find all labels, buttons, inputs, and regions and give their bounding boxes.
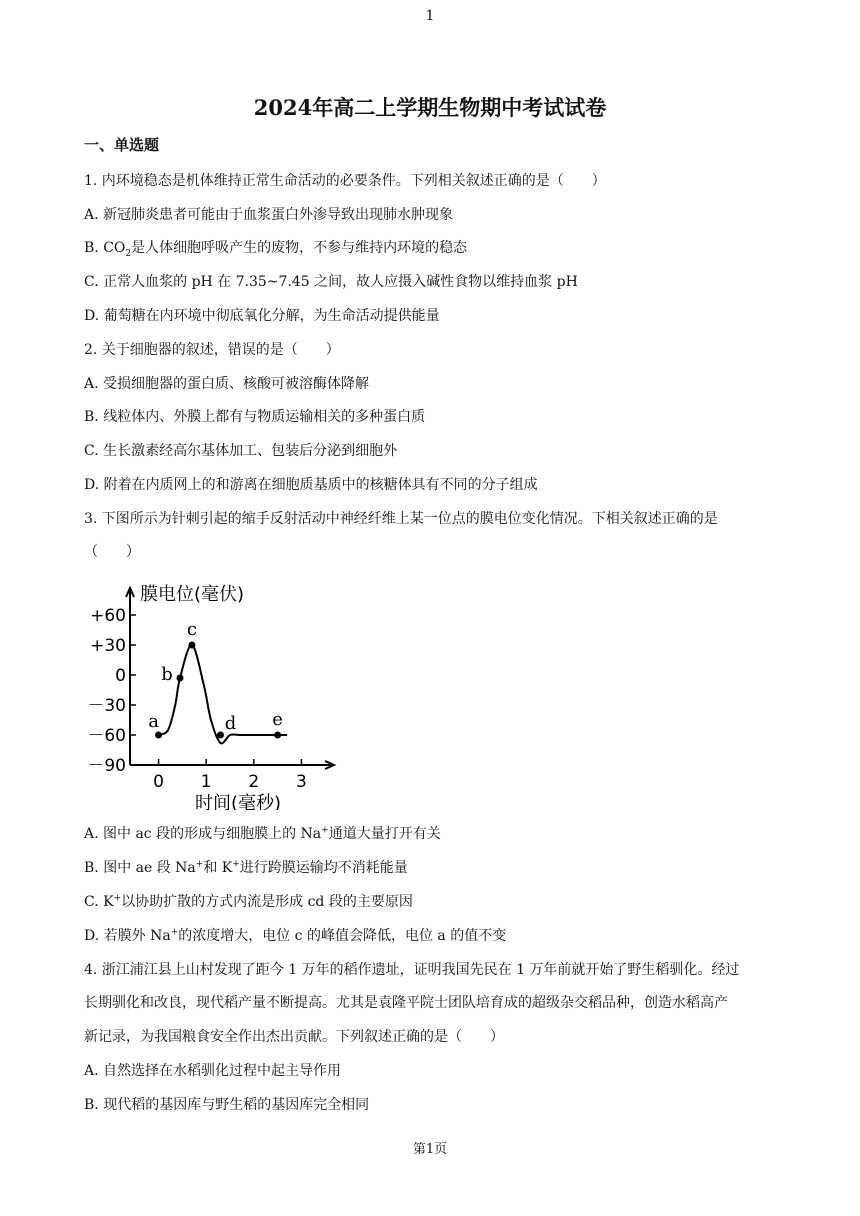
x-axis-label: 时间(毫秒) (194, 793, 282, 810)
q1-option-b: B. $CO_2$是人体细胞呼吸产生的废物，不参与维持内环境的稳态 (84, 240, 468, 259)
q2-option-c: C. 生长激素经高尔基体加工、包装后分泌到细胞外 (84, 443, 398, 459)
point-a (155, 732, 162, 739)
page-number: 1 (425, 8, 435, 24)
q1-stem: 1. 内环境稳态是机体维持正常生命活动的必要条件。下列相关叙述正确的是（ ） (84, 173, 606, 189)
q3-option-d: D. 若膜外 Na+的浓度增大，电位 c 的峰值会降低，电位 a 的值不变 (84, 927, 507, 944)
q4-stem-line2: 长期驯化和改良，现代稻产量不断提高。尤其是袁隆平院士团队培育成的超级杂交稻品种，创造水稻高产 (84, 995, 728, 1011)
q2-option-d: D. 附着在内质网上的和游离在细胞质基质中的核糖体具有不同的分子组成 (84, 477, 538, 493)
section-heading: 一、单选题 (84, 136, 160, 154)
q4-option-a: A. 自然选择在水稻驯化过程中起主导作用 (84, 1063, 342, 1079)
q3-option-b: B. 图中 ae 段 Na+和 K+进行跨膜运输均不消耗能量 (84, 859, 408, 876)
q3-stem: 3. 下图所示为针刺引起的缩手反射活动中神经纤维上某一位点的膜电位变化情况。下相关叙述正确的是 (84, 511, 718, 527)
q3-option-c: C. K+以协助扩散的方式内流是形成 cd 段的主要原因 (84, 893, 413, 910)
point-e (274, 732, 281, 739)
point-b (177, 675, 184, 682)
q1-option-d: D. 葡萄糖在内环境中彻底氧化分解，为生命活动提供能量 (84, 308, 440, 324)
y-tick-label: －90 (87, 756, 126, 776)
q2-option-b: B. 线粒体内、外膜上都有与物质运输相关的多种蛋白质 (84, 409, 426, 425)
y-tick-label: －60 (87, 726, 126, 746)
q3-option-a: A. 图中 ac 段的形成与细胞膜上的 Na+通道大量打开有关 (84, 825, 441, 842)
document-title: 2024年高二上学期生物期中考试试卷 (253, 95, 607, 120)
y-tick-label: －30 (87, 696, 126, 716)
y-tick-label: +30 (90, 636, 126, 656)
q3-stem-continuation: （ ） (84, 544, 140, 560)
membrane-potential-chart (84, 570, 344, 810)
x-tick-label: 0 (153, 772, 164, 792)
q4-stem-line1: 4. 浙江浦江县上山村发现了距今 1 万年的稻作遗址，证明我国先民在 1 万年前就开始了野生稻驯化。经过 (84, 962, 740, 978)
membrane-potential-curve (159, 645, 288, 743)
q2-stem: 2. 关于细胞器的叙述，错误的是（ ） (84, 342, 340, 358)
q1-option-a: A. 新冠肺炎患者可能由于血浆蛋白外渗导致出现肺水肿现象 (84, 207, 454, 223)
q2-option-a: A. 受损细胞器的蛋白质、核酸可被溶酶体降解 (84, 376, 370, 392)
point-label-e: e (272, 709, 283, 730)
q1-option-c: C. 正常人血浆的 pH 在 7.35~7.45 之间，故人应摄入碱性食物以维持血浆 pH (84, 274, 578, 290)
point-label-b: b (161, 664, 173, 685)
point-label-c: c (186, 619, 197, 640)
point-c (188, 642, 195, 649)
x-tick-label: 1 (200, 772, 212, 792)
page-footer: 第1页 (412, 1142, 448, 1157)
point-d (217, 732, 224, 739)
y-tick-label: +60 (90, 606, 126, 626)
x-tick-label: 3 (296, 772, 307, 792)
chart-canvas (84, 570, 344, 810)
point-label-a: a (148, 711, 159, 732)
y-tick-label: 0 (115, 666, 126, 686)
q4-option-b: B. 现代稻的基因库与野生稻的基因库完全相同 (84, 1097, 370, 1113)
point-label-d: d (224, 713, 237, 734)
x-tick-label: 2 (248, 772, 260, 792)
q4-stem-line3: 新记录，为我国粮食安全作出杰出贡献。下列叙述正确的是（ ） (84, 1029, 504, 1045)
y-axis-label: 膜电位(毫伏) (140, 584, 245, 605)
